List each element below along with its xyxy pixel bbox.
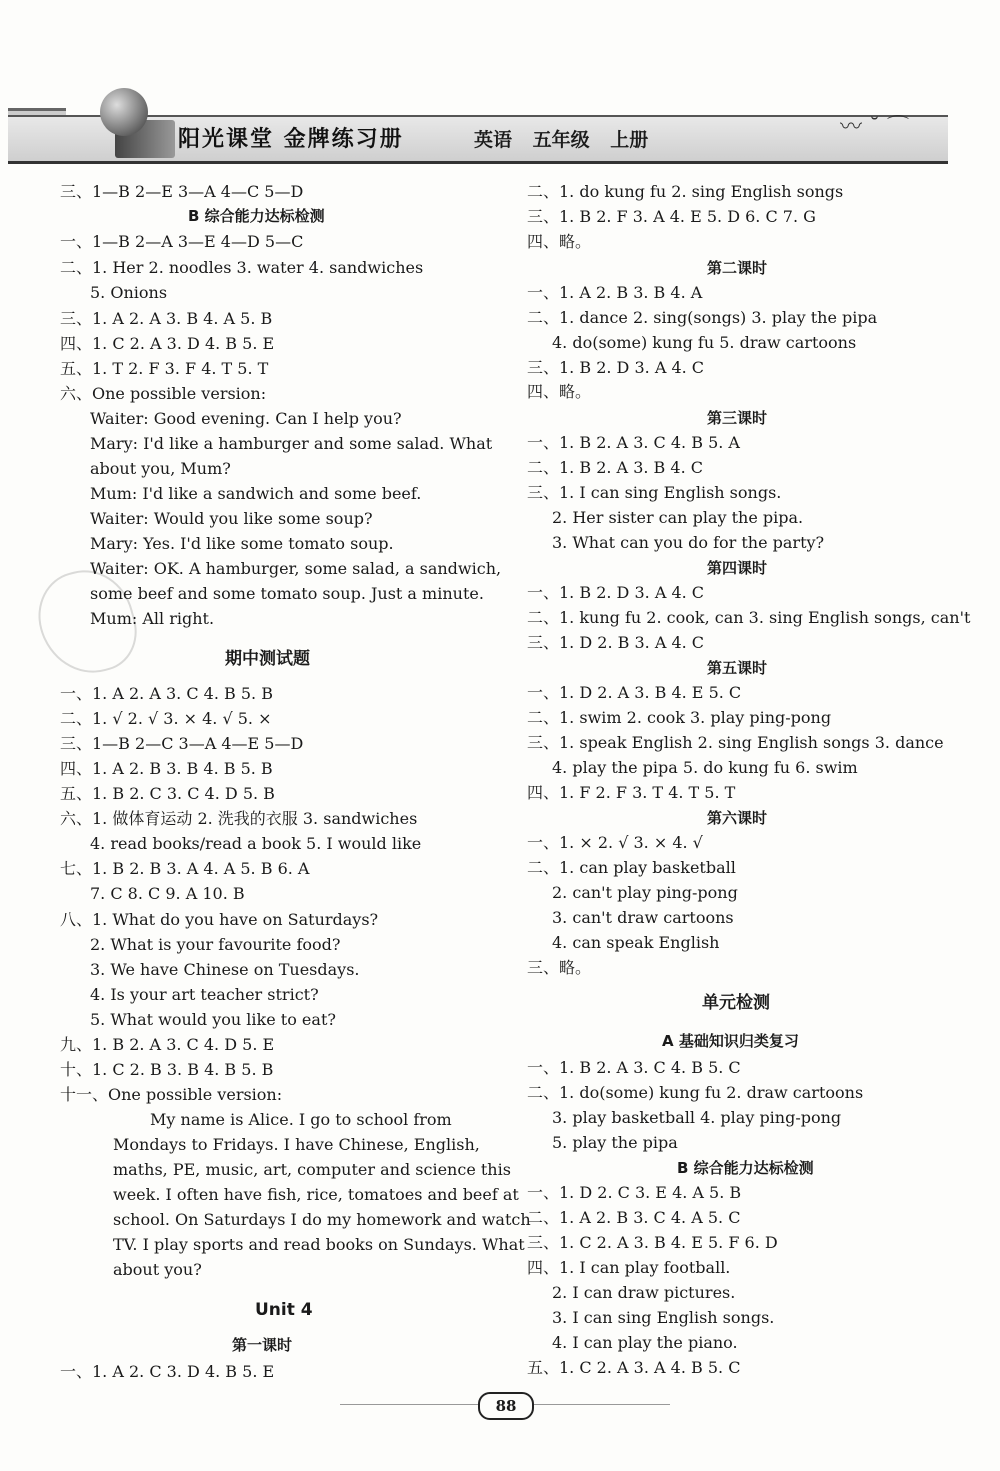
section-heading: 期中测试题 xyxy=(225,649,310,669)
answer-line: 八、1. What do you have on Saturdays? xyxy=(60,910,379,929)
answer-line: Waiter: Good evening. Can I help you? xyxy=(90,409,402,428)
globe-icon xyxy=(100,88,148,136)
answer-line: 二、1. swim 2. cook 3. play ping-pong xyxy=(527,708,832,727)
section-heading: A 基础知识归类复习 xyxy=(662,1032,799,1050)
answer-line: 5. What would you like to eat? xyxy=(90,1010,336,1029)
answer-line: 一、1. D 2. A 3. B 4. E 5. C xyxy=(527,683,742,702)
answer-line: 三、1. speak English 2. sing English songs 3. dance xyxy=(527,733,944,752)
answer-line: Mary: Yes. I'd like some tomato soup. xyxy=(90,534,394,553)
answer-line: 3. What can you do for the party? xyxy=(552,533,825,552)
answer-line: 5. play the pipa xyxy=(552,1133,678,1152)
answer-line: 七、1. B 2. B 3. A 4. A 5. B 6. A xyxy=(60,859,310,878)
answer-line: 4. read books/read a book 5. I would like xyxy=(90,834,422,853)
answer-line: 二、1. Her 2. noodles 3. water 4. sandwiches xyxy=(60,258,424,277)
answer-line: 三、略。 xyxy=(527,958,592,977)
answer-line: 4. play the pipa 5. do kung fu 6. swim xyxy=(552,758,858,777)
answer-line: 三、1. D 2. B 3. A 4. C xyxy=(527,633,705,652)
section-heading: Unit 4 xyxy=(255,1300,313,1320)
section-heading: 第一课时 xyxy=(232,1336,293,1354)
birds-icon: 〰 ˘ ⌒ xyxy=(840,115,909,140)
answer-line: week. I often have fish, rice, tomatoes and beef at xyxy=(113,1185,519,1204)
answer-line: about you, Mum? xyxy=(90,459,231,478)
answer-line: 一、1. × 2. √ 3. × 4. √ xyxy=(527,833,703,852)
answer-line: 3. I can sing English songs. xyxy=(552,1308,775,1327)
section-heading: 单元检测 xyxy=(702,993,770,1013)
answer-line: 二、1. A 2. B 3. C 4. A 5. C xyxy=(527,1208,741,1227)
answer-line: 六、One possible version: xyxy=(60,384,267,403)
answer-line: 三、1—B 2—E 3—A 4—C 5—D xyxy=(60,182,304,201)
answer-line: 五、1. T 2. F 3. F 4. T 5. T xyxy=(60,359,269,378)
answer-line: Waiter: Would you like some soup? xyxy=(90,509,373,528)
answer-line: Mum: I'd like a sandwich and some beef. xyxy=(90,484,422,503)
page-header xyxy=(0,0,1000,180)
answer-line: 4. I can play the piano. xyxy=(552,1333,738,1352)
page-footer xyxy=(0,1380,1000,1440)
answer-line: 四、略。 xyxy=(527,232,592,251)
section-heading: 第三课时 xyxy=(707,409,768,427)
answer-line: 2. What is your favourite food? xyxy=(90,935,341,954)
answer-line: TV. I play sports and read books on Sundays. What xyxy=(113,1235,525,1254)
subject-grade: 英语 五年级 上册 xyxy=(474,129,649,151)
answer-line: 二、1. do kung fu 2. sing English songs xyxy=(527,182,844,201)
answer-line: 3. We have Chinese on Tuesdays. xyxy=(90,960,360,979)
answer-line: Mondays to Fridays. I have Chinese, English, xyxy=(113,1135,480,1154)
answer-line: My name is Alice. I go to school from xyxy=(150,1110,452,1129)
answer-line: 二、1. can play basketball xyxy=(527,858,736,877)
answer-line: school. On Saturdays I do my homework and watch xyxy=(113,1210,531,1229)
answer-line: 2. I can draw pictures. xyxy=(552,1283,736,1302)
section-heading: B 综合能力达标检测 xyxy=(677,1159,814,1177)
answer-line: 二、1. kung fu 2. cook, can 3. sing English songs, can't xyxy=(527,608,971,627)
answer-line: 三、1. A 2. A 3. B 4. A 5. B xyxy=(60,309,273,328)
answer-line: 一、1. D 2. C 3. E 4. A 5. B xyxy=(527,1183,742,1202)
answer-line: Waiter: OK. A hamburger, some salad, a sandwich, xyxy=(90,559,502,578)
answer-line: 一、1. A 2. C 3. D 4. B 5. E xyxy=(60,1362,275,1381)
section-heading: 第四课时 xyxy=(707,559,768,577)
answer-line: 二、1. dance 2. sing(songs) 3. play the pipa xyxy=(527,308,878,327)
answer-line: 四、1. C 2. A 3. D 4. B 5. E xyxy=(60,334,275,353)
section-heading: B 综合能力达标检测 xyxy=(188,207,325,225)
answer-line: 3. can't draw cartoons xyxy=(552,908,734,927)
answer-line: 三、1—B 2—C 3—A 4—E 5—D xyxy=(60,734,304,753)
answer-line: 一、1—B 2—A 3—E 4—D 5—C xyxy=(60,232,304,251)
answer-line: 三、1. B 2. D 3. A 4. C xyxy=(527,358,705,377)
answer-line: 一、1. B 2. D 3. A 4. C xyxy=(527,583,705,602)
answer-line: 三、1. C 2. A 3. B 4. E 5. F 6. D xyxy=(527,1233,778,1252)
answer-line: 四、1. I can play football. xyxy=(527,1258,731,1277)
answer-line: 4. do(some) kung fu 5. draw cartoons xyxy=(552,333,857,352)
answer-line: 一、1. A 2. B 3. B 4. A xyxy=(527,283,703,302)
section-heading: 第二课时 xyxy=(707,259,768,277)
answer-line: 二、1. B 2. A 3. B 4. C xyxy=(527,458,703,477)
answer-line: 一、1. B 2. A 3. C 4. B 5. A xyxy=(527,433,740,452)
answer-line: 三、1. I can sing English songs. xyxy=(527,483,782,502)
answer-line: 四、1. A 2. B 3. B 4. B 5. B xyxy=(60,759,273,778)
answer-line: 一、1. B 2. A 3. C 4. B 5. C xyxy=(527,1058,741,1077)
answer-line: 2. can't play ping-pong xyxy=(552,883,738,902)
answer-line: 5. Onions xyxy=(90,283,168,302)
answer-line: 十一、One possible version: xyxy=(60,1085,283,1104)
answer-line: Mum: All right. xyxy=(90,609,215,628)
answer-line: 四、1. F 2. F 3. T 4. T 5. T xyxy=(527,783,736,802)
answer-line: 六、1. 做体育运动 2. 洗我的衣服 3. sandwiches xyxy=(60,809,418,828)
section-heading: 第六课时 xyxy=(707,809,768,827)
answer-line: 二、1. √ 2. √ 3. × 4. √ 5. × xyxy=(60,709,272,728)
book-title: 阳光课堂 金牌练习册 xyxy=(178,127,404,152)
answer-line: 4. can speak English xyxy=(552,933,720,952)
answer-line: 一、1. A 2. A 3. C 4. B 5. B xyxy=(60,684,273,703)
answer-line: 四、略。 xyxy=(527,382,592,401)
answer-line: about you? xyxy=(113,1260,202,1279)
answer-line: 五、1. C 2. A 3. A 4. B 5. C xyxy=(527,1358,741,1377)
page-number: 88 xyxy=(478,1392,534,1420)
answer-line: 4. Is your art teacher strict? xyxy=(90,985,319,1004)
answer-line: 二、1. do(some) kung fu 2. draw cartoons xyxy=(527,1083,864,1102)
answer-line: 九、1. B 2. A 3. C 4. D 5. E xyxy=(60,1035,275,1054)
answer-line: 2. Her sister can play the pipa. xyxy=(552,508,804,527)
answer-line: some beef and some tomato soup. Just a minute. xyxy=(90,584,484,603)
answer-line: Mary: I'd like a hamburger and some salad. What xyxy=(90,434,493,453)
answer-line: 7. C 8. C 9. A 10. B xyxy=(90,884,245,903)
answer-line: maths, PE, music, art, computer and science this xyxy=(113,1160,511,1179)
answer-line: 3. play basketball 4. play ping-pong xyxy=(552,1108,842,1127)
section-heading: 第五课时 xyxy=(707,659,768,677)
answer-line: 五、1. B 2. C 3. C 4. D 5. B xyxy=(60,784,275,803)
answer-line: 十、1. C 2. B 3. B 4. B 5. B xyxy=(60,1060,274,1079)
answer-line: 三、1. B 2. F 3. A 4. E 5. D 6. C 7. G xyxy=(527,207,816,226)
